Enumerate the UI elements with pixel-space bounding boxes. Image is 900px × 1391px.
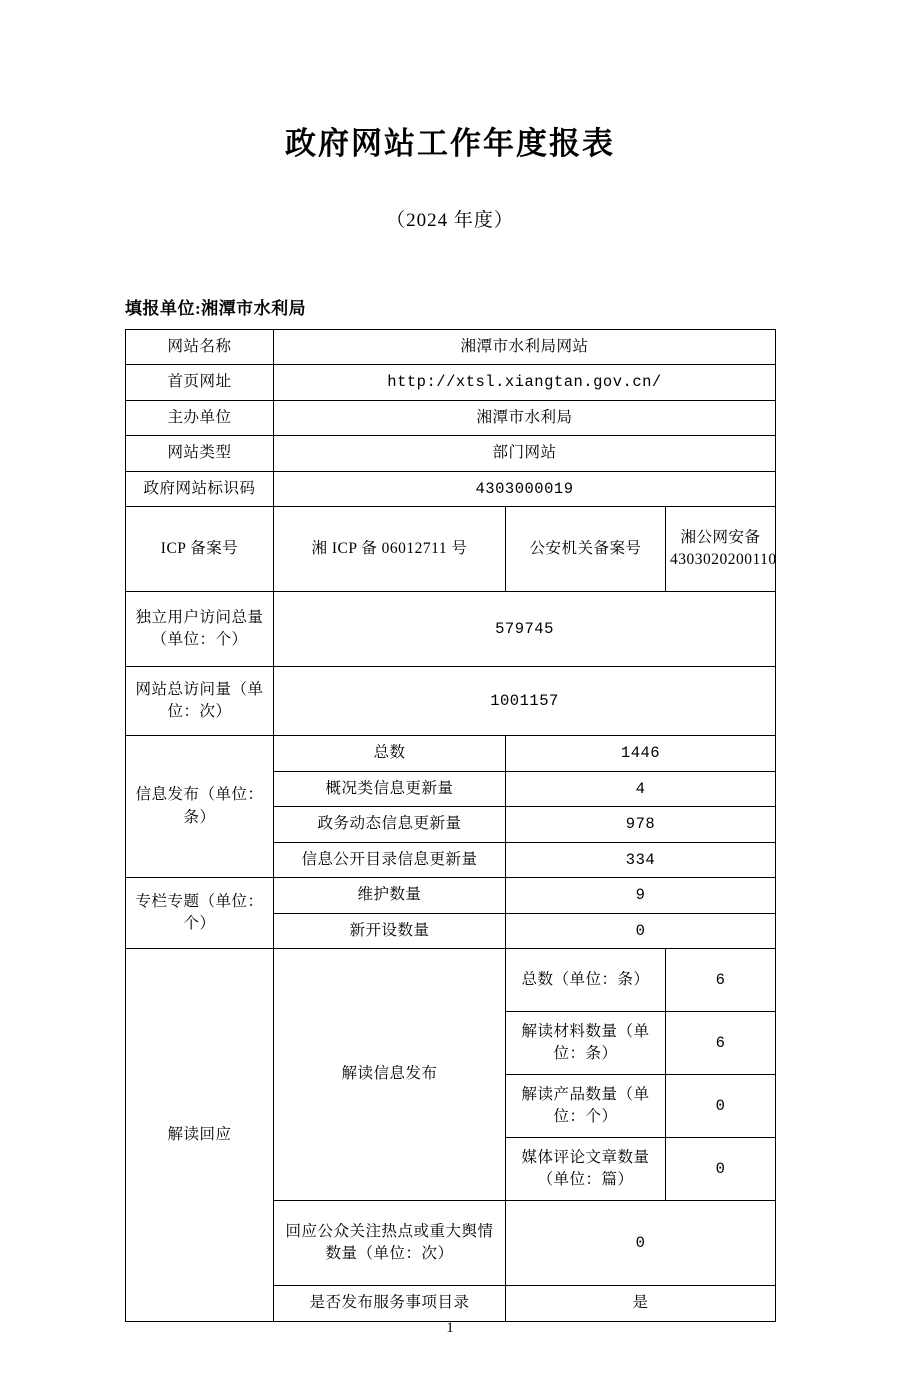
interpret-item-value: 6	[666, 949, 776, 1012]
icp-value: 湘 ICP 备 06012711 号	[274, 507, 506, 592]
publish-item-name: 政务动态信息更新量	[274, 807, 506, 842]
publish-item-value: 1446	[506, 736, 776, 771]
hotspot-response-label: 回应公众关注热点或重大舆情数量（单位：次）	[274, 1201, 506, 1286]
table-row	[126, 400, 776, 435]
site-code-value: 4303000019	[274, 471, 776, 506]
interpret-item-name: 解读产品数量（单位：个）	[506, 1075, 666, 1138]
interpret-publish-label: 解读信息发布	[274, 949, 506, 1201]
site-type-value: 部门网站	[274, 436, 776, 471]
table-row	[126, 471, 776, 506]
organizer-value: 湘潭市水利局	[274, 400, 776, 435]
unique-visitors-value: 579745	[274, 592, 776, 667]
hotspot-response-value: 0	[506, 1201, 776, 1286]
total-visits-label: 网站总访问量（单位：次）	[126, 667, 274, 736]
icp-label: ICP 备案号	[126, 507, 274, 592]
column-item-value: 9	[506, 878, 776, 913]
interpret-item-value: 0	[666, 1138, 776, 1201]
service-catalog-label: 是否发布服务事项目录	[274, 1286, 506, 1321]
page-number: 1	[446, 1320, 454, 1336]
total-visits-value: 1001157	[274, 667, 776, 736]
column-item-name: 维护数量	[274, 878, 506, 913]
publish-item-name: 总数	[274, 736, 506, 771]
interpret-item-name: 总数（单位：条）	[506, 949, 666, 1012]
organizer-label: 主办单位	[126, 400, 274, 435]
table-row	[126, 365, 776, 400]
table-row	[126, 592, 776, 667]
home-url-label: 首页网址	[126, 365, 274, 400]
column-item-name: 新开设数量	[274, 913, 506, 948]
table-row	[126, 507, 776, 592]
table-row	[126, 436, 776, 471]
table-row	[126, 330, 776, 365]
site-name-value: 湘潭市水利局网站	[274, 330, 776, 365]
service-catalog-value: 是	[506, 1286, 776, 1321]
publish-item-name: 信息公开目录信息更新量	[274, 842, 506, 877]
publish-item-value: 334	[506, 842, 776, 877]
annual-report-table	[125, 329, 776, 1322]
interpret-item-value: 6	[666, 1012, 776, 1075]
publish-item-name: 概况类信息更新量	[274, 771, 506, 806]
home-url-value: http://xtsl.xiangtan.gov.cn/	[274, 365, 776, 400]
page-title: 政府网站工作年度报表	[285, 126, 615, 161]
page-subtitle: （2024 年度）	[386, 210, 514, 231]
interpret-response-label: 解读回应	[126, 949, 274, 1321]
publish-item-value: 978	[506, 807, 776, 842]
interpret-item-name: 解读材料数量（单位：条）	[506, 1012, 666, 1075]
table-row	[126, 949, 776, 1012]
table-row	[126, 878, 776, 913]
site-name-label: 网站名称	[126, 330, 274, 365]
publish-label: 信息发布（单位：条）	[126, 736, 274, 878]
table-row	[126, 667, 776, 736]
site-code-label: 政府网站标识码	[126, 471, 274, 506]
police-record-value: 湘公网安备 4303020200110	[666, 507, 776, 592]
police-record-label: 公安机关备案号	[506, 507, 666, 592]
site-type-label: 网站类型	[126, 436, 274, 471]
table-row	[126, 736, 776, 771]
column-item-value: 0	[506, 913, 776, 948]
document-page	[0, 118, 900, 1391]
filer-unit: 填报单位:湘潭市水利局	[125, 299, 307, 318]
publish-item-value: 4	[506, 771, 776, 806]
unique-visitors-label: 独立用户访问总量（单位：个）	[126, 592, 274, 667]
column-topic-label: 专栏专题（单位：个）	[126, 878, 274, 949]
interpret-item-name: 媒体评论文章数量（单位：篇）	[506, 1138, 666, 1201]
interpret-item-value: 0	[666, 1075, 776, 1138]
